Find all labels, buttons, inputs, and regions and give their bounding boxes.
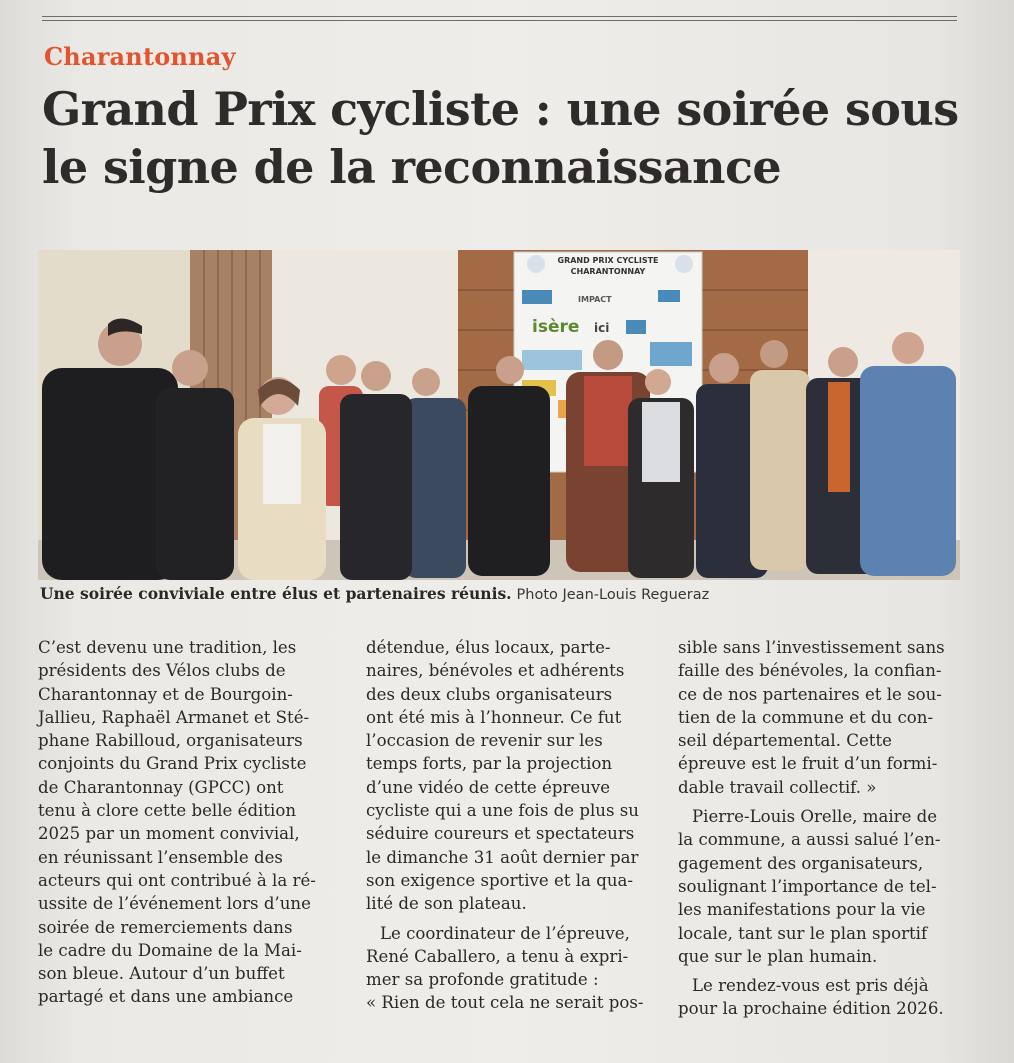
text-line: le dimanche 31 août dernier par <box>366 847 639 867</box>
svg-text:CHARANTONNAY: CHARANTONNAY <box>570 267 646 276</box>
photo-caption: Une soirée conviviale entre élus et partenaires réunis. <box>40 584 512 603</box>
text-line: son exigence sportive et la qua- <box>366 870 634 890</box>
svg-text:isère: isère <box>532 317 580 337</box>
text-line: Le coordinateur de l’épreuve, <box>380 923 630 943</box>
photo-credit: Photo Jean-Louis Regueraz <box>516 587 710 603</box>
text-line: cycliste qui a une fois de plus su <box>366 801 639 821</box>
text-line: ussite de l’événement lors d’une <box>38 894 311 914</box>
top-rule <box>42 16 957 21</box>
paragraph <box>678 636 972 799</box>
text-line: d’une vidéo de cette épreuve <box>366 777 611 797</box>
text-line: tenu à clore cette belle édition <box>38 801 297 821</box>
text-line: sible sans l’investissement sans <box>678 638 945 657</box>
text-line: de Charantonnay (GPCC) ont <box>38 777 284 797</box>
article-column-3 <box>678 636 972 1021</box>
text-line: en réunissant l’ensemble des <box>38 847 283 867</box>
text-line: Pierre-Louis Orelle, maire de <box>692 807 938 827</box>
text-line: ont été mis à l’honneur. Ce fut <box>366 707 622 727</box>
text-line: ce de nos partenaires et le sou- <box>678 684 942 704</box>
text-line: les manifestations pour la vie <box>678 900 926 920</box>
text-line: le cadre du Domaine de la Mai- <box>38 940 302 960</box>
text-line: pour la prochaine édition 2026. <box>678 999 944 1019</box>
text-line: son bleue. Autour d’un buffet <box>38 964 285 984</box>
article-column-1 <box>38 636 336 1009</box>
svg-text:ici: ici <box>594 321 610 335</box>
text-line: détendue, élus locaux, parte- <box>366 638 611 657</box>
text-line: mer sa profonde gratitude : <box>366 970 599 990</box>
text-line: séduire coureurs et spectateurs <box>366 824 635 844</box>
text-line: seil départemental. Cette <box>678 731 892 751</box>
text-line: soulignant l’importance de tel- <box>678 876 937 896</box>
paragraph <box>366 922 660 1015</box>
text-line: C’est devenu une tradition, les <box>38 638 297 657</box>
svg-text:GRAND PRIX CYCLISTE: GRAND PRIX CYCLISTE <box>557 256 659 265</box>
article-photo <box>38 250 960 580</box>
text-line: conjoints du Grand Prix cycliste <box>38 754 307 774</box>
text-line: locale, tant sur le plan sportif <box>678 923 928 943</box>
article-headline: Grand Prix cycliste : une soirée sous le signe de la reconnaissance <box>42 82 959 194</box>
text-line: que sur le plan humain. <box>678 946 878 966</box>
section-kicker: Charantonnay <box>44 42 236 71</box>
text-line: soirée de remerciements dans <box>38 917 293 937</box>
paragraph <box>38 636 336 1009</box>
text-line: Jallieu, Raphaël Armanet et Sté- <box>38 707 310 727</box>
text-line: tien de la commune et du con- <box>678 707 934 727</box>
text-line: présidents des Vélos clubs de <box>38 661 286 681</box>
text-line: René Caballero, a tenu à expri- <box>366 946 629 966</box>
text-line: lité de son plateau. <box>366 894 527 914</box>
text-line: Le rendez-vous est pris déjà <box>692 976 929 996</box>
text-line: des deux clubs organisateurs <box>366 684 613 704</box>
paragraph <box>678 974 972 1021</box>
article-column-2 <box>366 636 660 1015</box>
text-line: phane Rabilloud, organisateurs <box>38 731 303 751</box>
paragraph <box>678 805 972 968</box>
text-line: gagement des organisateurs, <box>678 853 924 873</box>
text-line: acteurs qui ont contribué à la ré- <box>38 870 316 890</box>
text-line: épreuve est le fruit d’un formi- <box>678 754 938 774</box>
photo-caption-row <box>40 584 970 605</box>
text-line: partagé et dans une ambiance <box>38 987 294 1007</box>
text-line: 2025 par un moment convivial, <box>38 824 300 844</box>
text-line: dable travail collectif. » <box>678 777 877 797</box>
svg-text:IMPACT: IMPACT <box>578 295 612 304</box>
text-line: Charantonnay et de Bourgoin- <box>38 684 293 704</box>
text-line: « Rien de tout cela ne serait pos- <box>366 993 644 1013</box>
text-line: naires, bénévoles et adhérents <box>366 661 625 681</box>
text-line: l’occasion de revenir sur les <box>366 731 603 751</box>
text-line: la commune, a aussi salué l’en- <box>678 830 941 850</box>
paragraph <box>366 636 660 916</box>
text-line: temps forts, par la projection <box>366 754 613 774</box>
text-line: faille des bénévoles, la confian- <box>678 661 942 681</box>
